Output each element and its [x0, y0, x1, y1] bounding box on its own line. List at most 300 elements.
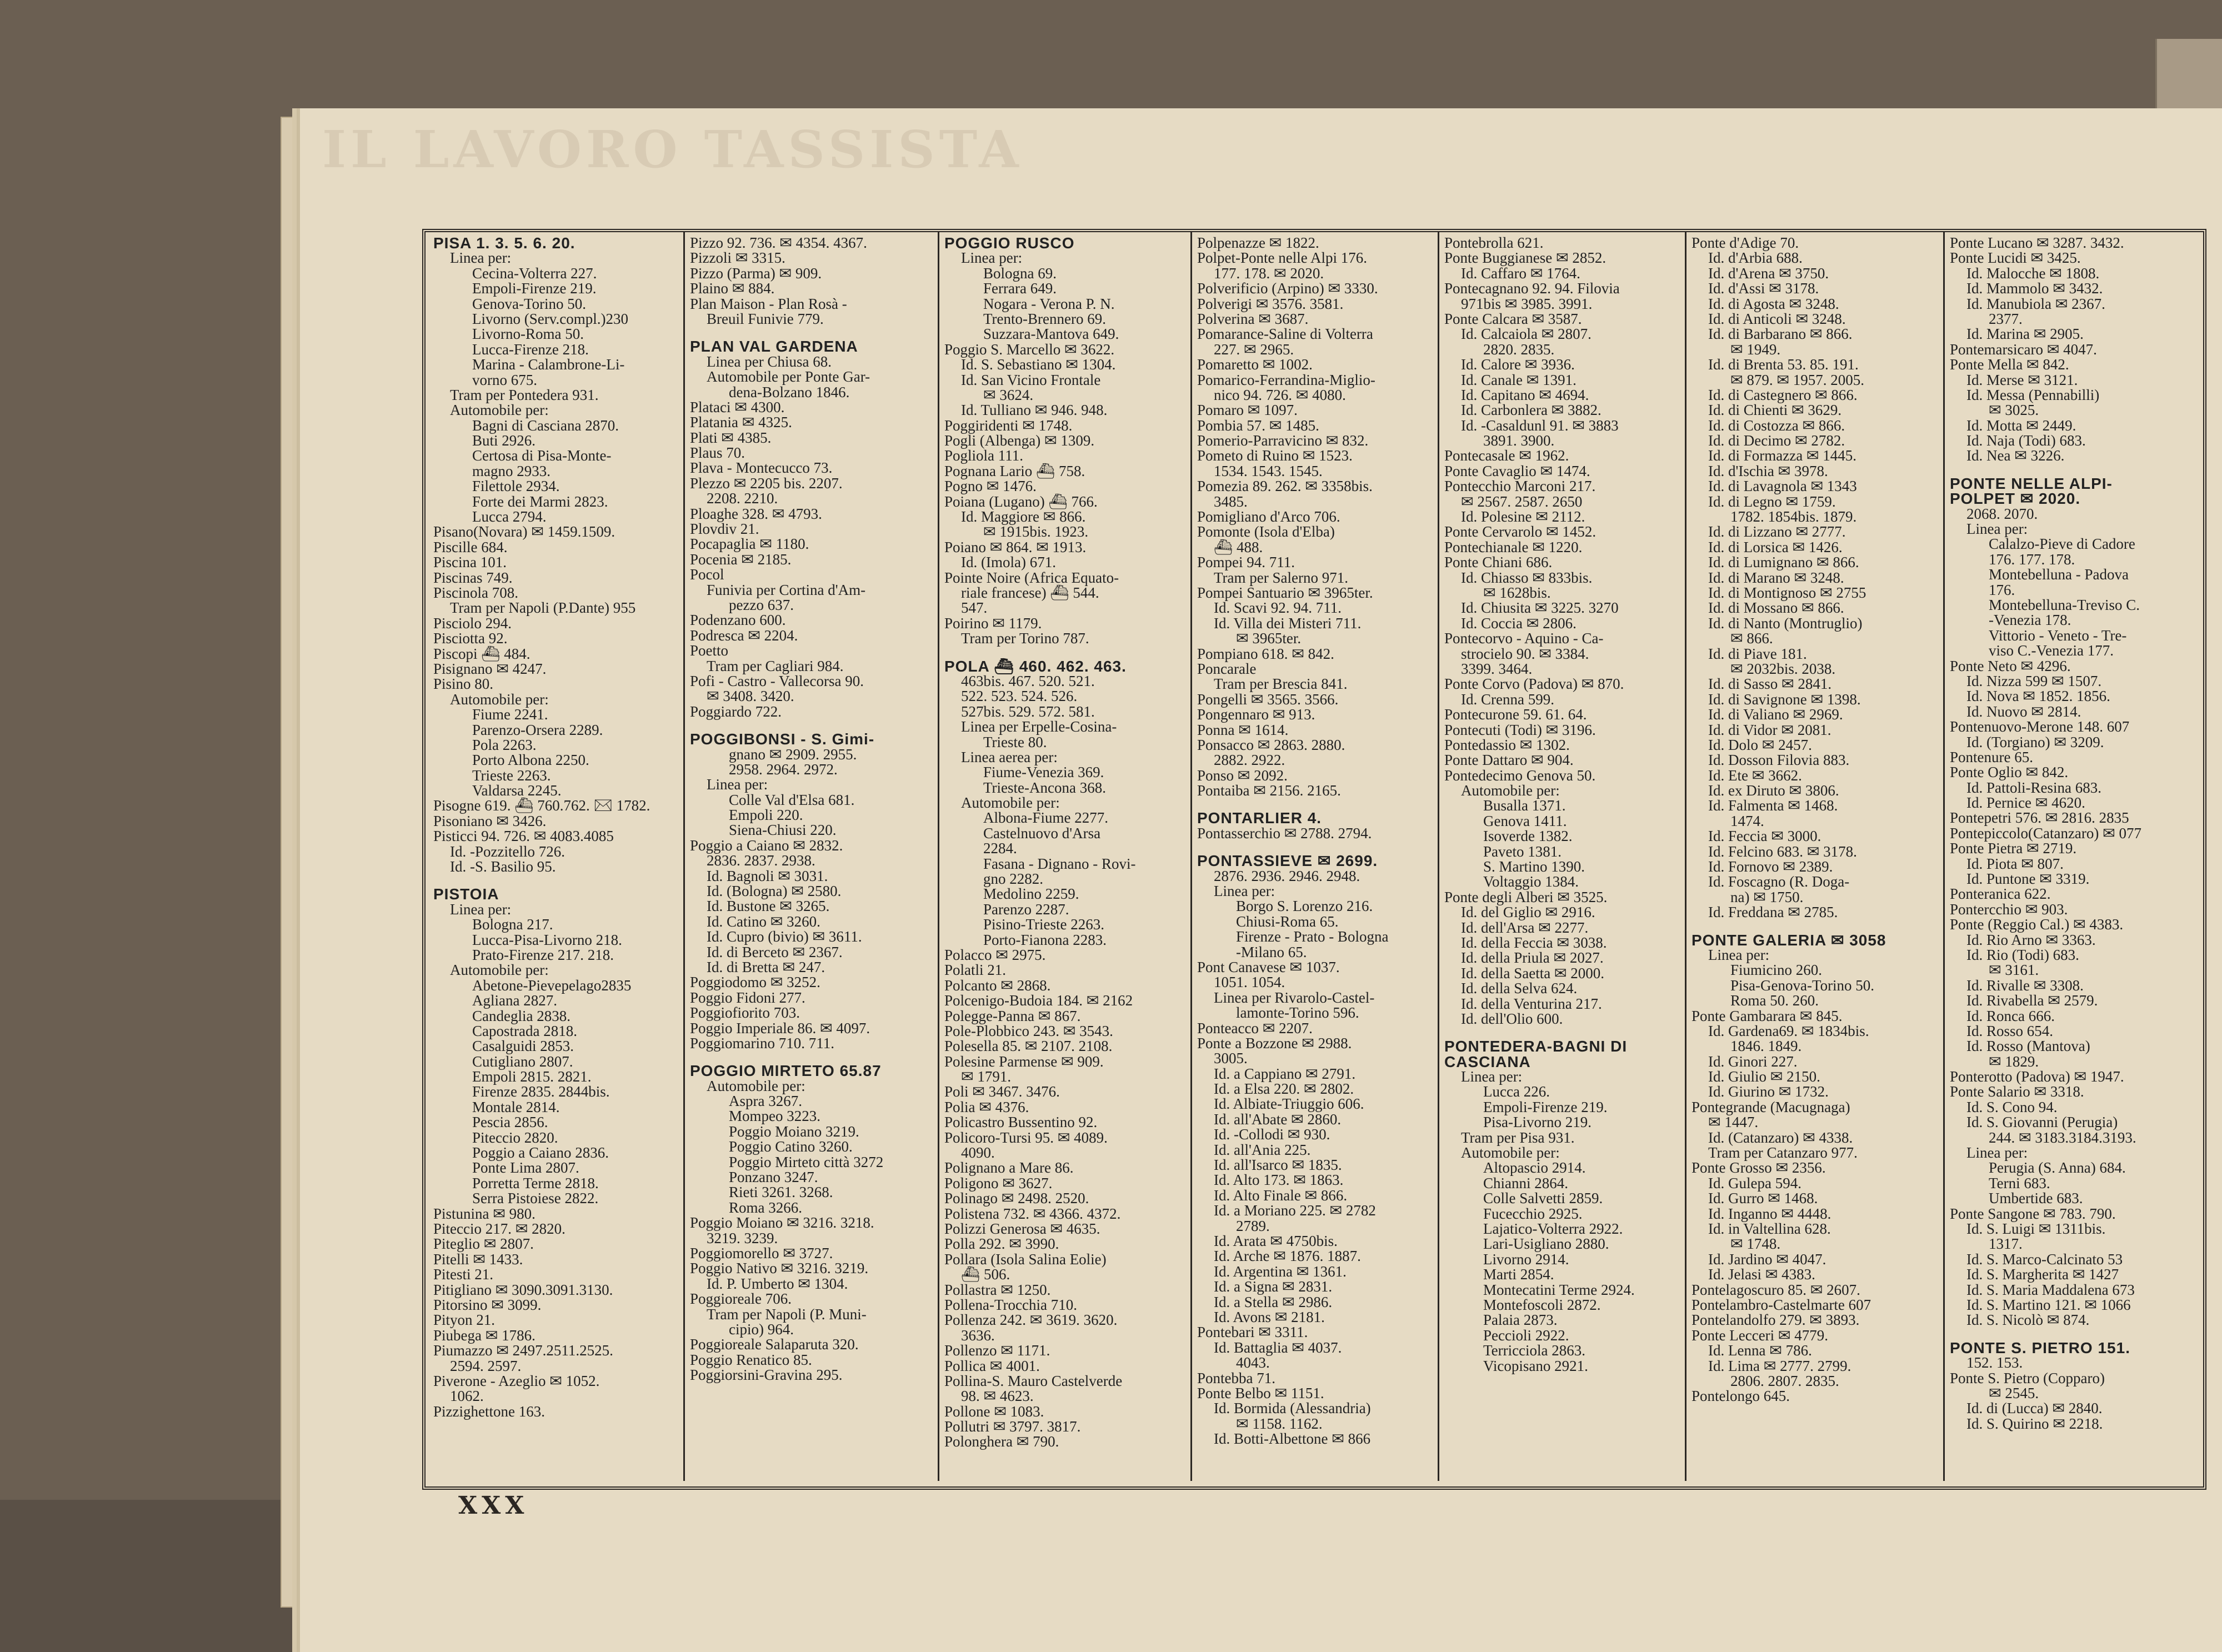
index-entry: Pollena-Trocchia 710. — [944, 1296, 1077, 1313]
index-entry: Id. di Mossano ✉ 866. — [1708, 599, 1844, 617]
column-rule — [1438, 232, 1439, 1481]
index-entry: Ponte Gambarara ✉ 845. — [1691, 1007, 1843, 1024]
index-entry: Pognana Lario ⛴ 758. — [944, 462, 1085, 479]
index-entry: Id. Malocche ✉ 1808. — [1966, 264, 2100, 282]
index-entry: Borgo S. Lorenzo 216. — [1236, 898, 1373, 915]
entry-heading: POLPET ✉ 2020. — [1950, 490, 2081, 508]
index-entry: vorno 675. — [472, 371, 537, 388]
index-entry: Ponte (Reggio Cal.) ✉ 4383. — [1950, 916, 2124, 933]
index-entry: Pisignano ✉ 4247. — [433, 660, 547, 677]
index-entry: Poggio Moiano 3219. — [729, 1123, 859, 1140]
index-entry: Pocapaglia ✉ 1180. — [690, 535, 809, 553]
index-entry: Plaus 70. — [690, 444, 745, 462]
index-entry: Polcanto ✉ 2868. — [944, 977, 1051, 994]
index-entry: Pontelandolfo 279. ✉ 3893. — [1691, 1311, 1860, 1329]
index-entry: Polacco ✉ 2975. — [944, 946, 1046, 963]
entry-heading: PONTE S. PIETRO 151. — [1950, 1339, 2130, 1356]
index-entry: Pontecasale ✉ 1962. — [1444, 447, 1569, 464]
index-entry: Id. a Elsa 220. ✉ 2802. — [1214, 1080, 1354, 1098]
index-entry: Id. S. Martino 121. ✉ 1066 — [1966, 1296, 2131, 1313]
index-entry: Id. S. Sebastiano ✉ 1304. — [961, 356, 1116, 373]
index-entry: Id. Rivalle ✉ 3308. — [1966, 977, 2084, 994]
index-entry: Pitelli ✉ 1433. — [433, 1250, 523, 1268]
index-entry: Poiana (Lugano) ⛴ 766. — [944, 493, 1098, 510]
index-entry: Pitigliano ✉ 3090.3091.3130. — [433, 1281, 613, 1298]
index-entry: Linea per: — [961, 249, 1023, 267]
index-entry: Poli ✉ 3467. 3476. — [944, 1083, 1060, 1100]
index-entry: Id. Caffaro ✉ 1764. — [1461, 264, 1580, 282]
index-col-3 — [944, 236, 1193, 1478]
index-entry: Palaia 2873. — [1483, 1311, 1558, 1329]
index-entry: Pontelagoscuro 85. ✉ 2607. — [1691, 1281, 1860, 1298]
index-entry: lamonte-Torino 596. — [1236, 1004, 1359, 1022]
index-entry: Id. S. Marco-Calcinato 53 — [1966, 1250, 2123, 1268]
index-entry — [1950, 1328, 2197, 1340]
index-entry: Pontebrolla 621. — [1444, 236, 1544, 251]
index-col-2 — [690, 236, 940, 1478]
index-entry: Id. Marina ✉ 2905. — [1966, 326, 2084, 343]
index-entry: Automobile per: — [450, 962, 549, 979]
index-entry: Rieti 3261. 3268. — [729, 1184, 833, 1201]
index-entry: Ponteacco ✉ 2207. — [1197, 1019, 1313, 1037]
index-entry: Ponna ✉ 1614. — [1197, 721, 1289, 738]
index-entry: Automobile per Ponte Gar- — [707, 368, 870, 386]
index-entry: Poggiofiorito 703. — [690, 1004, 800, 1022]
index-entry: Ploaghe 328. ✉ 4793. — [690, 505, 822, 522]
index-entry: Porto-Fianona 2283. — [983, 931, 1107, 948]
index-entry: Ponte Sangone ✉ 783. 790. — [1950, 1205, 2116, 1222]
index-entry: Pontecuti (Todi) ✉ 3196. — [1444, 721, 1596, 738]
index-entry: 1317. — [1989, 1235, 2023, 1253]
index-entry: Linea per Rivarolo-Castel- — [1214, 989, 1375, 1006]
index-entry: Busalla 1371. — [1483, 797, 1566, 814]
index-entry: Poggioreale 706. — [690, 1290, 792, 1308]
index-entry: Firenze 2835. 2844bis. — [472, 1083, 610, 1100]
index-entry: Id. Battaglia ✉ 4037. — [1214, 1339, 1342, 1356]
index-entry: Peccioli 2922. — [1483, 1326, 1569, 1344]
index-entry: -Venezia 178. — [1989, 612, 2071, 629]
index-entry: Ponte Calcara ✉ 3587. — [1444, 310, 1582, 327]
index-entry: Polizzi Generosa ✉ 4635. — [944, 1220, 1100, 1237]
index-entry: Polla 292. ✉ 3990. — [944, 1235, 1059, 1253]
index-entry: strocielo 90. ✉ 3384. — [1461, 645, 1589, 662]
index-entry: Pontepetri 576. ✉ 2816. 2835 — [1950, 809, 2129, 827]
index-entry: Poggio Catino 3260. — [729, 1138, 853, 1155]
index-entry: Automobile per: — [450, 690, 549, 708]
index-entry: Linea per Chiusa 68. — [707, 353, 832, 370]
index-entry: Id. di Savignone ✉ 1398. — [1708, 690, 1861, 708]
index-entry: Pisino 80. — [433, 675, 494, 693]
index-entry: Id. Arche ✉ 1876. 1887. — [1214, 1248, 1361, 1265]
index-entry: Pontecurone 59. 61. 64. — [1444, 706, 1587, 723]
index-entry: Tram per Pisa 931. — [1461, 1129, 1575, 1146]
index-entry: Id. di Montignoso ✉ 2755 — [1708, 584, 1866, 601]
index-entry: Id. Alto Finale ✉ 866. — [1214, 1187, 1348, 1204]
index-entry: Pointe Noire (Africa Equato- — [944, 569, 1119, 586]
index-entry: Id. di Nanto (Montruglio) — [1708, 614, 1863, 632]
index-entry: Id. dell'Olio 600. — [1461, 1010, 1563, 1027]
index-entry: Id. a Stella ✉ 2986. — [1214, 1293, 1333, 1310]
index-entry: 2789. — [1236, 1217, 1270, 1234]
index-entry: Id. Tulliano ✉ 946. 948. — [961, 402, 1108, 419]
index-entry: Id. Calore ✉ 3936. — [1461, 356, 1575, 373]
index-entry: 3485. — [1214, 493, 1248, 510]
index-entry: Id. Avons ✉ 2181. — [1214, 1308, 1325, 1325]
index-entry: Ponte Corvo (Padova) ✉ 870. — [1444, 675, 1624, 693]
index-entry: Id. Falmenta ✉ 1468. — [1708, 797, 1838, 814]
index-entry: Piscinola 708. — [433, 584, 518, 601]
index-entry: Pisticci 94. 726. ✉ 4083.4085 — [433, 828, 614, 845]
index-entry: Poligono ✉ 3627. — [944, 1174, 1053, 1192]
entry-heading: PONTARLIER 4. — [1197, 809, 1322, 827]
index-entry: Genova 1411. — [1483, 812, 1567, 829]
index-entry: Id. di Anticoli ✉ 3248. — [1708, 310, 1846, 327]
index-entry: Candeglia 2838. — [472, 1007, 570, 1024]
index-entry: Pollenzo ✉ 1171. — [944, 1342, 1050, 1359]
index-entry: Fiume 2241. — [472, 706, 548, 723]
index-entry: Polpenazze ✉ 1822. — [1197, 236, 1319, 251]
index-entry: Poggio Renatico 85. — [690, 1351, 812, 1368]
index-entry: Pontenuovo-Merone 148. 607 — [1950, 718, 2130, 735]
index-entry: Ponte Lucano ✉ 3287. 3432. — [1950, 236, 2124, 251]
index-entry: Id. Polesine ✉ 2112. — [1461, 508, 1585, 525]
index-entry: Polonghera ✉ 790. — [944, 1433, 1059, 1450]
index-entry: Id. Pattoli-Resina 683. — [1966, 779, 2101, 796]
index-entry: Empoli-Firenze 219. — [472, 280, 597, 297]
index-entry: ⛴ 506. — [961, 1266, 1010, 1283]
index-entry: Ponte S. Pietro (Copparo) — [1950, 1369, 2105, 1386]
index-entry: Poggio S. Marcello ✉ 3622. — [944, 341, 1115, 358]
index-entry: 3399. 3464. — [1461, 660, 1533, 677]
index-entry: Id. Nizza 599 ✉ 1507. — [1966, 672, 2102, 689]
index-entry: Pollone ✉ 1083. — [944, 1403, 1044, 1420]
column-rule — [1190, 232, 1192, 1481]
index-entry: Montebelluna-Treviso C. — [1989, 596, 2140, 613]
index-entry: Pogliola 111. — [944, 447, 1024, 464]
index-entry: Id. di Lavagnola ✉ 1343 — [1708, 478, 1857, 495]
index-entry: Id. all'Abate ✉ 2860. — [1214, 1110, 1342, 1128]
index-entry: 4090. — [961, 1144, 995, 1162]
index-entry: Pontebari ✉ 3311. — [1197, 1324, 1308, 1341]
index-entry: Plezzo ✉ 2205 bis. 2207. — [690, 474, 843, 492]
index-entry: Id. di Castegnero ✉ 866. — [1708, 386, 1858, 403]
index-entry: Id. di Legno ✉ 1759. — [1708, 493, 1836, 510]
index-entry: Tram per Catanzaro 977. — [1708, 1144, 1858, 1162]
index-entry: Id. Manubiola ✉ 2367. — [1966, 295, 2105, 312]
index-entry: Perugia (S. Anna) 684. — [1989, 1159, 2126, 1177]
index-entry: ✉ 1158. 1162. — [1236, 1415, 1323, 1432]
index-entry: ✉ 3161. — [1989, 962, 2039, 979]
index-entry: Pola 2263. — [472, 736, 537, 753]
index-entry: Id. di (Lucca) ✉ 2840. — [1966, 1400, 2103, 1417]
index-entry: Pomaro ✉ 1097. — [1197, 402, 1298, 419]
index-entry: Policoro-Tursi 95. ✉ 4089. — [944, 1129, 1108, 1146]
index-entry: Id. di Valiano ✉ 2969. — [1708, 706, 1843, 723]
index-entry: Pomigliano d'Arco 706. — [1197, 508, 1340, 525]
index-entry: Capostrada 2818. — [472, 1022, 577, 1039]
index-entry: Cecina-Volterra 227. — [472, 264, 597, 282]
index-entry: Id. S. Giovanni (Perugia) — [1966, 1114, 2118, 1131]
index-entry: Id. Dolo ✉ 2457. — [1708, 736, 1812, 753]
index-entry — [944, 647, 1193, 659]
index-entry: Pollutri ✉ 3797. 3817. — [944, 1418, 1081, 1435]
index-entry: Nogara - Verona P. N. — [983, 295, 1115, 312]
index-entry: Lari-Usigliano 2880. — [1483, 1235, 1609, 1253]
index-entry: Pontemarsicaro ✉ 4047. — [1950, 341, 2097, 358]
index-entry: Pontaiba ✉ 2156. 2165. — [1197, 782, 1341, 799]
index-col-5 — [1444, 236, 1688, 1478]
index-entry: Ponte Pietra ✉ 2719. — [1950, 840, 2077, 857]
index-entry: Linea per: — [707, 776, 768, 793]
index-entry: Id. Piota ✉ 807. — [1966, 855, 2064, 872]
index-entry: Id. S. Quirino ✉ 2218. — [1966, 1415, 2103, 1432]
index-entry: Poggio Mirteto città 3272 — [729, 1153, 884, 1170]
index-entry: Tram per Pontedera 931. — [450, 386, 599, 403]
index-entry: Pofi - Castro - Vallecorsa 90. — [690, 672, 864, 689]
index-entry: 176. 177. 178. — [1989, 550, 2075, 568]
index-entry: Linea per: — [1708, 946, 1770, 963]
index-entry: S. Martino 1390. — [1483, 858, 1585, 875]
index-entry: Id. all'Ania 225. — [1214, 1141, 1311, 1158]
index-entry: Tram per Salerno 971. — [1214, 569, 1348, 586]
index-entry: Id. di Chienti ✉ 3629. — [1708, 402, 1842, 419]
index-entry: Poggiomorello ✉ 3727. — [690, 1245, 833, 1261]
index-entry: Ponte degli Alberi ✉ 3525. — [1444, 888, 1608, 905]
index-entry: Pontercchio ✉ 903. — [1950, 900, 2068, 918]
index-entry: 98. ✉ 4623. — [961, 1388, 1034, 1405]
index-entry: Plan Maison - Plan Rosà - — [690, 295, 847, 312]
index-entry: Id. Feccia ✉ 3000. — [1708, 828, 1821, 845]
index-entry: Montecatini Terme 2924. — [1483, 1281, 1635, 1298]
index-entry: Polignano a Mare 86. — [944, 1159, 1074, 1177]
index-entry: Ponzano 3247. — [729, 1169, 818, 1186]
index-entry: Pocol — [690, 566, 724, 583]
index-entry: Pontedecimo Genova 50. — [1444, 767, 1596, 784]
index-entry: Id. d'Arena ✉ 3750. — [1708, 264, 1829, 282]
index-entry: Tram per Napoli (P. Muni- — [707, 1305, 867, 1323]
index-entry: Id. ex Diruto ✉ 3806. — [1708, 782, 1839, 799]
index-entry: Pisa-Genova-Torino 50. — [1730, 977, 1875, 994]
index-entry: Paveto 1381. — [1483, 843, 1562, 860]
index-entry: Porretta Terme 2818. — [472, 1174, 599, 1192]
index-entry: Pitorsino ✉ 3099. — [433, 1296, 542, 1313]
index-entry: Automobile per: — [1461, 1144, 1560, 1162]
index-entry: Id. Lenna ✉ 786. — [1708, 1342, 1812, 1359]
index-entry: Id. Giulio ✉ 2150. — [1708, 1068, 1820, 1085]
index-entry: gno 2282. — [983, 870, 1043, 888]
index-entry: Id. d'Arbia 688. — [1708, 249, 1803, 267]
index-entry: Siena-Chiusi 220. — [729, 822, 837, 839]
index-entry: Id. Coccia ✉ 2806. — [1461, 614, 1577, 632]
index-entry: Pompei Santuario ✉ 3965ter. — [1197, 584, 1373, 601]
index-entry: 547. — [961, 599, 988, 617]
index-entry: Fiume-Venezia 369. — [983, 764, 1104, 781]
index-entry: Podenzano 600. — [690, 612, 786, 629]
index-entry: Id. Pernice ✉ 4620. — [1966, 794, 2085, 812]
index-entry: Trieste-Ancona 368. — [983, 779, 1106, 796]
index-entry: Tram per Napoli (P.Dante) 955 — [450, 599, 636, 617]
index-entry: Pontasserchio ✉ 2788. 2794. — [1197, 824, 1372, 842]
index-entry: Poggio a Caiano 2836. — [472, 1144, 609, 1162]
index-entry: Id. della Venturina 217. — [1461, 995, 1602, 1012]
index-entry: Id. (Torgiano) ✉ 3209. — [1966, 733, 2104, 750]
index-col-1 — [433, 236, 686, 1478]
index-entry: Terricciola 2863. — [1483, 1342, 1586, 1359]
index-entry: Poggio Fidoni 277. — [690, 989, 805, 1006]
index-entry: Bagni di Casciana 2870. — [472, 417, 619, 434]
index-entry: Polinago ✉ 2498. 2520. — [944, 1190, 1089, 1207]
index-entry: Pontebba 71. — [1197, 1369, 1275, 1386]
index-entry: Id. S. Luigi ✉ 1311bis. — [1966, 1220, 2106, 1237]
index-entry: Linea per: — [1461, 1068, 1523, 1085]
index-entry: 971bis ✉ 3985. 3991. — [1461, 295, 1593, 312]
index-entry: Ponteranica 622. — [1950, 885, 2051, 903]
index-entry: Id. (Catanzaro) ✉ 4338. — [1708, 1129, 1853, 1146]
index-entry: Plava - Montecucco 73. — [690, 459, 833, 477]
index-entry: Cutigliano 2807. — [472, 1053, 573, 1070]
index-entry: ✉ 1915bis. 1923. — [983, 523, 1089, 540]
index-entry: Pollina-S. Mauro Castelverde — [944, 1372, 1123, 1389]
index-entry: Id. Ete ✉ 3662. — [1708, 767, 1802, 784]
entry-heading: PONTEDERA-BAGNI DI — [1444, 1038, 1628, 1055]
index-entry: ✉ 1829. — [1989, 1053, 2039, 1070]
index-entry — [690, 719, 940, 732]
index-entry: Pollenza 242. ✉ 3619. 3620. — [944, 1311, 1118, 1329]
index-entry: Id. Rio Arno ✉ 3363. — [1966, 931, 2096, 948]
index-entry: Suzzara-Mantova 649. — [983, 326, 1119, 343]
index-col-7 — [1950, 236, 2197, 1478]
index-entry: Piteglio ✉ 2807. — [433, 1235, 534, 1253]
index-entry: Piubega ✉ 1786. — [433, 1326, 536, 1344]
index-entry: ✉ 1791. — [961, 1068, 1012, 1085]
index-entry: Pisogne 619. ⛴ 760.762. ✉ 1782. — [433, 797, 650, 814]
index-entry: 463bis. 467. 520. 521. — [961, 672, 1095, 689]
index-entry: Agliana 2827. — [472, 992, 557, 1009]
index-entry: Poggiardo 722. — [690, 703, 782, 720]
index-entry: Polesella 85. ✉ 2107. 2108. — [944, 1038, 1113, 1055]
index-entry: Polia ✉ 4376. — [944, 1098, 1029, 1115]
index-entry: Parenzo 2287. — [983, 900, 1069, 918]
index-entry: Livorno 2914. — [1483, 1250, 1569, 1268]
index-entry: Pisoniano ✉ 3426. — [433, 812, 547, 829]
index-entry — [1197, 798, 1440, 810]
index-entry: Ponte Belbo ✉ 1151. — [1197, 1384, 1324, 1401]
index-entry: Ponte Lima 2807. — [472, 1159, 579, 1177]
index-entry: Poetto — [690, 642, 729, 659]
index-entry: Polistena 732. ✉ 4366. 4372. — [944, 1205, 1121, 1222]
index-entry: Id. Rivabella ✉ 2579. — [1966, 992, 2098, 1009]
index-entry: Piverone - Azeglio ✉ 1052. — [433, 1372, 600, 1389]
index-entry: Poiano ✉ 864. ✉ 1913. — [944, 538, 1087, 555]
index-entry: Id. della Feccia ✉ 3038. — [1461, 934, 1607, 951]
index-entry: Id. S. Margherita ✉ 1427 — [1966, 1266, 2119, 1283]
index-entry: Id. Botti-Albettone ✉ 866 — [1214, 1430, 1371, 1448]
index-entry: Mompeo 3223. — [729, 1108, 820, 1125]
index-entry: Marti 2854. — [1483, 1266, 1554, 1283]
index-entry: Empoli-Firenze 219. — [1483, 1098, 1608, 1115]
index-entry: Poggio Nativo ✉ 3216. 3219. — [690, 1260, 869, 1277]
index-entry: 1474. — [1730, 812, 1764, 829]
index-entry: Id. P. Umberto ✉ 1304. — [707, 1275, 848, 1292]
index-entry: Colle Val d'Elsa 681. — [729, 791, 855, 808]
index-entry: Id. Carbonlera ✉ 3882. — [1461, 402, 1602, 419]
index-entry: Terni 683. — [1989, 1174, 2050, 1192]
index-entry: 2958. 2964. 2972. — [729, 760, 838, 778]
index-entry: Id. Nea ✉ 3226. — [1966, 447, 2065, 464]
index-entry: Id. Arata ✉ 4750bis. — [1214, 1233, 1338, 1249]
index-entry: Linea per: — [450, 900, 512, 918]
index-entry: Id. di Lizzano ✉ 2777. — [1708, 523, 1846, 540]
index-entry: Pontechianale ✉ 1220. — [1444, 538, 1583, 555]
index-entry: Chiusi-Roma 65. — [1236, 913, 1339, 930]
index-entry: Casalguidi 2853. — [472, 1038, 574, 1055]
index-entry: Id. Chiusita ✉ 3225. 3270 — [1461, 599, 1619, 617]
index-entry: Pongelli ✉ 3565. 3566. — [1197, 690, 1339, 708]
index-entry: Id. di Marano ✉ 3248. — [1708, 569, 1844, 586]
index-entry: Id. Cupro (bivio) ✉ 3611. — [707, 928, 862, 945]
index-entry: Parenzo-Orsera 2289. — [472, 721, 603, 738]
index-entry: Id. San Vicino Frontale — [961, 371, 1101, 388]
entry-heading: PISTOIA — [433, 885, 499, 903]
index-entry: Plovdiv 21. — [690, 520, 759, 538]
index-entry: pezzo 637. — [729, 596, 794, 613]
index-entry: 3005. — [1214, 1050, 1248, 1067]
index-entry: Pisano(Novara) ✉ 1459.1509. — [433, 523, 615, 540]
index-entry: Id. Inganno ✉ 4448. — [1708, 1205, 1831, 1222]
index-entry: Id. a Signa ✉ 2831. — [1214, 1278, 1333, 1295]
index-entry: Id. della Saetta ✉ 2000. — [1461, 964, 1605, 982]
index-entry: Id. di Costozza ✉ 866. — [1708, 417, 1845, 434]
index-entry: Pongennaro ✉ 913. — [1197, 706, 1315, 723]
index-entry: Bologna 69. — [983, 264, 1057, 282]
index-entry: Pontecchio Marconi 217. — [1444, 478, 1596, 495]
column-rule — [1685, 232, 1686, 1481]
index-entry: ✉ 2032bis. 2038. — [1730, 660, 1836, 677]
index-entry: Podresca ✉ 2204. — [690, 627, 798, 644]
index-entry — [690, 327, 940, 339]
ghost-header: IL LAVORO TASSISTA — [322, 119, 1023, 179]
index-entry: Linea per: — [450, 249, 512, 267]
index-entry: Poggiridenti ✉ 1748. — [944, 417, 1073, 434]
index-entry: Ponte a Bozzone ✉ 2988. — [1197, 1034, 1352, 1052]
index-entry: Ponte Buggianese ✉ 2852. — [1444, 249, 1607, 267]
index-entry: 3219. 3239. — [707, 1229, 778, 1246]
index-entry: 177. 178. ✉ 2020. — [1214, 264, 1324, 282]
index-entry: Prato-Firenze 217. 218. — [472, 946, 614, 963]
index-entry: Pontecorvo - Aquino - Ca- — [1444, 630, 1604, 647]
index-entry: Id. Messa (Pennabilli) — [1966, 386, 2100, 403]
index-entry: ✉ 3965ter. — [1236, 630, 1302, 647]
index-entry: Id. Capitano ✉ 4694. — [1461, 386, 1589, 403]
entry-heading: PLAN VAL GARDENA — [690, 338, 858, 356]
index-entry: Id. Naja (Todi) 683. — [1966, 432, 2086, 449]
index-entry: Ponte Grosso ✉ 2356. — [1691, 1159, 1826, 1177]
index-entry: -Milano 65. — [1236, 943, 1307, 960]
index-entry: 2806. 2807. 2835. — [1730, 1372, 1839, 1389]
index-entry: Polegge-Panna ✉ 867. — [944, 1007, 1081, 1024]
index-entry: Tram per Cagliari 984. — [707, 657, 844, 674]
index-entry: Id. d'Ischia ✉ 3978. — [1708, 462, 1828, 479]
index-entry: Id. di Piave 181. — [1708, 645, 1807, 662]
index-entry: dena-Bolzano 1846. — [729, 383, 850, 401]
index-entry: Pompiano 618. ✉ 842. — [1197, 645, 1334, 662]
index-entry: Bologna 217. — [472, 916, 553, 933]
index-entry: Platania ✉ 4325. — [690, 414, 792, 431]
index-entry: Id. Alto 173. ✉ 1863. — [1214, 1172, 1344, 1189]
entry-heading: PONTE GALERIA ✉ 3058 — [1691, 931, 1886, 949]
index-entry: 227. ✉ 2965. — [1214, 341, 1294, 358]
index-entry — [433, 874, 686, 887]
